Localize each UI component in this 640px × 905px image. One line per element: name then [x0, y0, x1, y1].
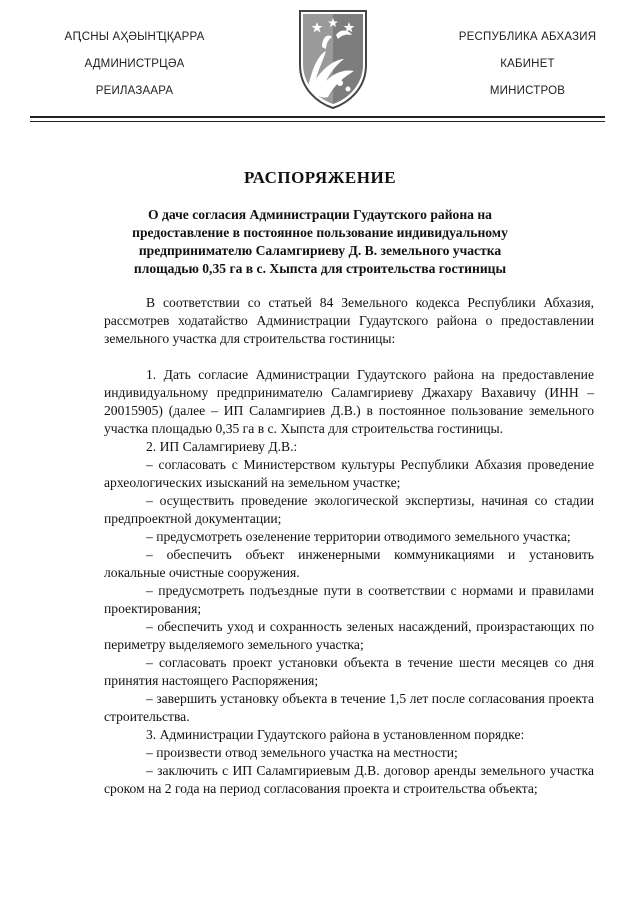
- state-emblem-icon: [296, 7, 370, 111]
- body-paragraph: – осуществить проведение экологической экспертизы, начиная со стадии предпроектной документации;: [104, 493, 594, 526]
- body-paragraph: – завершить установку объекта в течение 1,5 лет после согласования проекта строительства.: [104, 691, 594, 724]
- preamble-paragraph: В соответствии со статьей 84 Земельного кодекса Республики Абхазия, рассмотрев ходатайство Администрации Гудаутского района о предоставлении земельного участка для строительства гостиницы:: [104, 295, 594, 346]
- document-subject: О даче согласия Администрации Гудаутского района на предоставление в постоянное пользование индивидуальному предпринимателю Саламгириеву Д. В. земельного участка площадью 0,35 га в с. Хыпста для строительства гостиницы: [132, 207, 508, 276]
- body-paragraph: – согласовать проект установки объекта в течение шести месяцев со дня принятия настоящего Распоряжения;: [104, 655, 594, 688]
- body-paragraph: – произвести отвод земельного участка на местности;: [146, 745, 458, 760]
- header-russian: [440, 30, 615, 111]
- header-abkhaz: [52, 30, 217, 111]
- header-russian-line: РЕСПУБЛИКА АБХАЗИЯ: [458, 31, 597, 43]
- header-divider-thin: [30, 121, 605, 122]
- header-abkhaz-line: АԤСНЫ АҲӘЫНҴҚАРРА: [64, 31, 205, 43]
- body-paragraph: – предусмотреть подъездные пути в соответствии с нормами и правилами проектирования;: [104, 583, 594, 616]
- body-paragraph: 1. Дать согласие Администрации Гудаутского района на предоставление индивидуальному предпринимателю Саламгириеву Джахару Вахавичу (ИНН – 20015905) (далее – ИП Саламгириев Д.В.) в постоянное пользование земельного участка площадью 0,35 га в с. Хыпста для строительства гостиницы.: [104, 367, 594, 436]
- header-russian-line: КАБИНЕТ: [500, 58, 555, 70]
- header-russian-line: МИНИСТРОВ: [489, 85, 566, 97]
- body-paragraph: 3. Администрации Гудаутского района в установленном порядке:: [146, 727, 525, 742]
- body-paragraph: – согласовать с Министерством культуры Республики Абхазия проведение археологических изысканий на земельном участке;: [104, 457, 594, 490]
- header-abkhaz-line: РЕИЛАЗААРА: [95, 85, 174, 97]
- header-abkhaz-line: АДМИНИСТРЦӘА: [84, 58, 185, 70]
- body-paragraph: – заключить с ИП Саламгириевым Д.В. договор аренды земельного участка сроком на 2 года на период согласования проекта и строительства объекта;: [104, 763, 594, 796]
- document-body: [104, 294, 594, 798]
- body-paragraph: – обеспечить объект инженерными коммуникациями и установить локальные очистные сооружения.: [104, 547, 594, 580]
- header-divider-thick: [30, 116, 605, 118]
- document-title: РАСПОРЯЖЕНИЕ: [243, 168, 397, 187]
- body-paragraph: 2. ИП Саламгириеву Д.В.:: [146, 439, 298, 454]
- body-paragraph: – обеспечить уход и сохранность зеленых насаждений, произрастающих по периметру выделяемого земельного участка;: [104, 619, 594, 652]
- body-paragraph: – предусмотреть озеленение территории отводимого земельного участка;: [146, 529, 571, 544]
